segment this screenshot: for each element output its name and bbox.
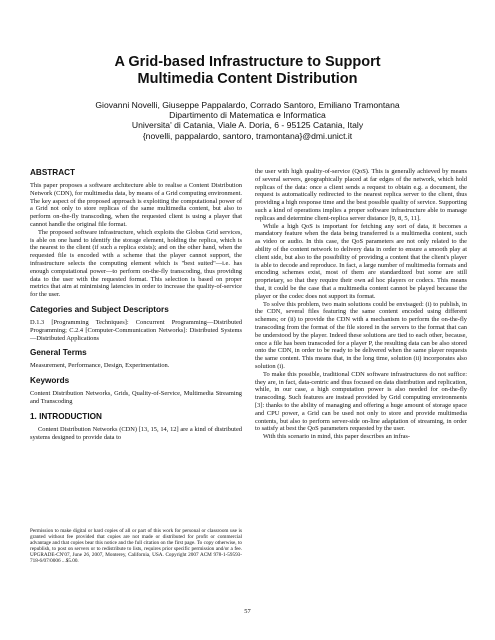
body-paragraph-5: With this scenario in mind, this paper describes an infras- [263,433,411,441]
author-block [20,100,475,141]
general-terms-text: Measurement, Performance, Design, Experimentation. [30,362,170,370]
page-number: 57 [244,608,251,615]
body-paragraph-1: the user with high quality-of-service (QoS). This is generally achieved by means of several servers, geographically placed at far edges of the network, which hold replicas of the data: once a client sends a request to obtain e.g. a document, the request is automatically redirected to the nearest replica server to the client, thus providing a high response time and the best possible quality of service. Supporting such a kind of operations implies a proper software infrastructure able to manage replicas and determine client-replica server distance [9, 8, 5, 11]. [255,168,467,222]
categories-heading: Categories and Subject Descriptors [30,304,169,314]
paper-title-line-2: Multimedia Content Distribution [137,71,358,87]
keywords-heading: Keywords [30,376,70,386]
abstract-heading: ABSTRACT [30,168,76,177]
author-names: Giovanni Novelli, Giuseppe Pappalardo, Corrado Santoro, Emiliano Tramontana [95,100,400,110]
title-block [20,54,475,141]
keywords-text: Content Distribution Networks, Grids, Quality-of-Service, Multimedia Streaming and Transcoding [30,390,242,405]
body-paragraph-3: To solve this problem, two main solutions could be envisaged: (i) to publish, in the CDN, several files featuring the same content encoded using different schemes; or (ii) to provide the CDN with a mechanism to perform the on-the-fly transcoding from the format of the file stored in the servers to the format that can be understood by the player. Indeed these solutions are tied to each other, because, once a file has been transcoded for a player P, the resulting data can be also stored onto the CDN, in order to be ready to be delivered when the same player requests the same content. This means that, in the long time, solution (ii) incorporates also solution (i). [255,300,467,370]
body-paragraph-2: While a high QoS is important for fetching any sort of data, it becomes a mandatory feature when the data being transferred is a multimedia content, such as video or audio. In this case, the QoS parameters are not only related to the ability of the content network to delivery data in order to ensure a smooth play at client side, but also to the possibility of providing a content that the client's player is able to decode and reproduce. In fact, a large number of multimedia formats and encoding schemes exist, most of them are standardized but some are still proprietary, so that they require their own ad hoc players or codecs. This means that, it could be the case that a multimedia content cannot be played because the player or the codec does not support its format. [255,222,467,300]
introduction-heading: 1. INTRODUCTION [30,411,102,421]
author-department: Dipartimento di Matematica e Informatica [169,110,326,121]
body-paragraph-4: To make this possible, traditional CDN software infrastructures do not suffice: they are, in fact, data-centric and thus focused on data distribution and replication, while, in our case, a high computation power is also needed for on-the-fly transcoding. Such features are instead provided by Grid computing environments [3]: thanks to the ability of managing and offering a huge amount of storage space and CPU power, a Grid can be used not only to store and provide multimedia contents, but also to perform server-side on-line adaptation of streaming, in order to satisfy at best the QoS parameters requested by the user. [255,370,467,433]
permission-notice: Permission to make digital or hard copies of all or part of this work for personal or classroom use is granted without fee provided that copies are not made or distributed for profit or commercial advantage and that copies bear this notice and the full citation on the first page. To copy otherwise, to republish, to post on servers or to redistribute to lists, requires prior specific permission and/or a fee. UPGRADE-CN'07, June 26, 2007, Monterey, California, USA. Copyright 2007 ACM 978-1-59593-718-6/07/0006 ...$5.00. [30,528,242,565]
author-university: Universita' di Catania, Viale A. Doria, 6 - 95125 Catania, Italy [131,120,364,131]
general-terms-heading: General Terms [30,348,87,358]
categories-text: D.1.3 [Programming Techniques]: Concurrent Programming—Distributed Programming; C.2.4 [Computer-Communication Networks]: Distributed Systems—Distributed Applications [30,318,242,342]
right-column [255,168,467,441]
paper-title-line-1: A Grid-based Infrastructure to Support [114,54,381,70]
left-column [30,168,242,441]
abstract-paragraph-2: The proposed software infrastructure, which exploits the Globus Grid services, is able on one hand to identify the storage element, holding the replica, which is the nearest to the client (if such a replica exists); and on the other hand, when the requested file is encoded with a scheme that the player cannot support, the infrastructure selects the computing element which is "best suited"—i.e. has enough computational power—to perform on-the-fly transcoding, thus providing data to the user with the requested format. This selection is based on proper metrics that aim at minimising latencies in order to increase the quality-of-service for the user. [30,228,242,299]
introduction-text: Content Distribution Networks (CDN) [13, 15, 14, 12] are a kind of distributed systems designed to provide data to [30,425,242,441]
abstract-paragraph-1: This paper proposes a software architecture able to realise a Content Distribution Network (CDN), for multimedia data, by means of a Grid computing environment. The key aspect of the proposed approach is exploiting the computational power of a Grid not only to store replicas of the same multimedia content, but also to perform on-the-fly transcoding, when the requested client is using a player that cannot handle the original file format. [30,182,242,228]
author-emails: {novelli, pappalardo, santoro, tramontana}@dmi.unict.it [142,130,353,141]
